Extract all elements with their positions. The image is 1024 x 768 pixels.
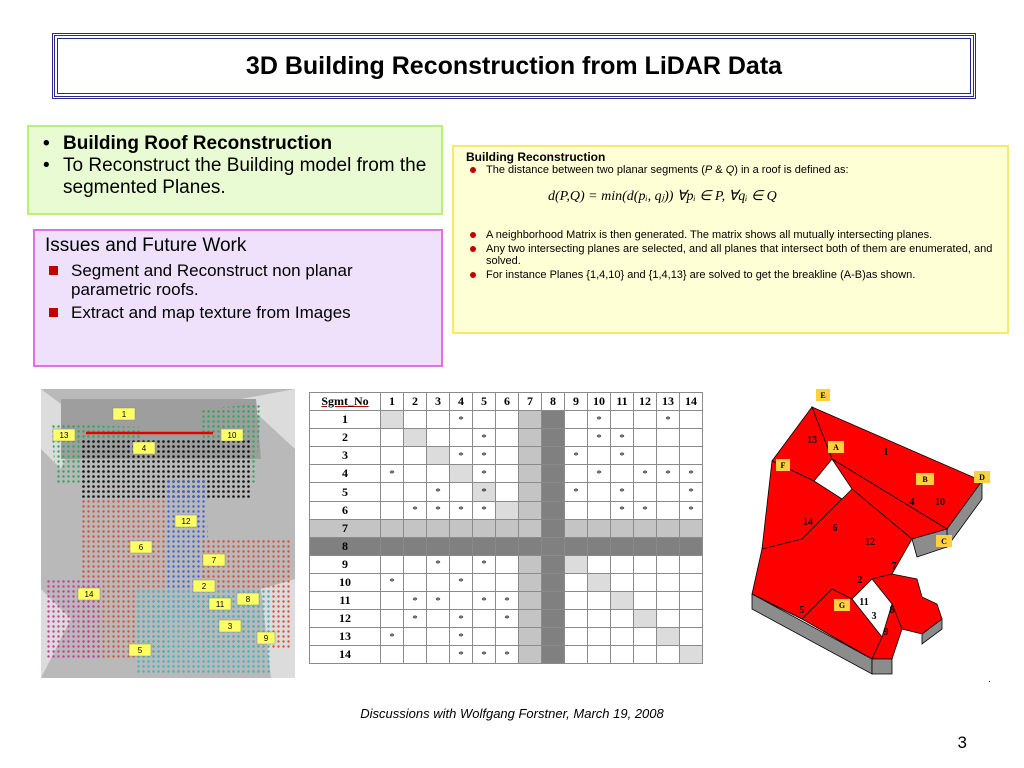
matrix-cell xyxy=(404,537,427,555)
matrix-cell: * xyxy=(611,501,634,519)
matrix-cell xyxy=(519,411,542,429)
footer-note: Discussions with Wolfgang Forstner, March 19, 2008 xyxy=(360,706,664,721)
matrix-cell xyxy=(542,447,565,465)
matrix-cell xyxy=(404,573,427,591)
matrix-cell xyxy=(565,537,588,555)
matrix-cell xyxy=(634,537,657,555)
matrix-cell: * xyxy=(427,555,450,573)
plane-label: 2 xyxy=(857,575,863,586)
matrix-cell xyxy=(519,592,542,610)
matrix-cell: * xyxy=(565,447,588,465)
segment-label: 6 xyxy=(138,543,144,552)
matrix-cell xyxy=(588,555,611,573)
matrix-cell: * xyxy=(496,592,519,610)
matrix-cell xyxy=(611,646,634,664)
matrix-cell xyxy=(565,411,588,429)
matrix-cell xyxy=(381,411,404,429)
matrix-cell xyxy=(680,537,703,555)
matrix-cell xyxy=(404,465,427,483)
segment-label: 12 xyxy=(181,517,191,526)
matrix-row-header: 7 xyxy=(310,519,381,537)
matrix-cell: * xyxy=(473,555,496,573)
matrix-cell: * xyxy=(565,483,588,501)
matrix-cell xyxy=(519,501,542,519)
plane-label: 11 xyxy=(859,597,869,608)
matrix-cell xyxy=(381,646,404,664)
vertex-label: C xyxy=(941,537,947,546)
matrix-cell xyxy=(450,519,473,537)
matrix-cell xyxy=(404,555,427,573)
matrix-cell xyxy=(657,519,680,537)
matrix-cell xyxy=(496,573,519,591)
plane-label: 14 xyxy=(803,517,813,528)
matrix-cell xyxy=(427,646,450,664)
matrix-cell xyxy=(404,429,427,447)
reconstruction-item: The distance between two planar segments (P & Q) in a roof is defined as: xyxy=(464,164,997,176)
segment-label: 2 xyxy=(201,582,207,591)
matrix-cell: * xyxy=(427,592,450,610)
matrix-cell xyxy=(519,610,542,628)
summary-item: • To Reconstruct the Building model from the segmented Planes. xyxy=(39,155,431,199)
matrix-cell xyxy=(542,610,565,628)
matrix-row-header: 13 xyxy=(310,628,381,646)
matrix-cell: * xyxy=(634,501,657,519)
matrix-cell: * xyxy=(427,501,450,519)
matrix-cell xyxy=(588,447,611,465)
matrix-cell: * xyxy=(450,573,473,591)
matrix-cell: * xyxy=(473,592,496,610)
matrix-cell: * xyxy=(473,447,496,465)
plane-label: 9 xyxy=(883,627,889,638)
segment-label: 10 xyxy=(227,431,237,440)
matrix-cell xyxy=(496,519,519,537)
matrix-cell xyxy=(611,411,634,429)
matrix-row xyxy=(310,447,703,465)
matrix-cell xyxy=(588,646,611,664)
vertex-label: F xyxy=(780,461,786,470)
matrix-cell xyxy=(427,465,450,483)
matrix-row xyxy=(310,592,703,610)
segment-label: 11 xyxy=(215,600,225,609)
matrix-cell xyxy=(565,429,588,447)
plane-label: 10 xyxy=(935,497,945,508)
matrix-cell: * xyxy=(381,465,404,483)
neighborhood-matrix xyxy=(309,392,703,664)
matrix-cell: * xyxy=(450,628,473,646)
plane-label: 13 xyxy=(807,435,817,446)
matrix-cell xyxy=(680,592,703,610)
matrix-cell xyxy=(450,465,473,483)
matrix-cell xyxy=(519,555,542,573)
matrix-column-header: 11 xyxy=(611,393,634,411)
matrix-column-header: 13 xyxy=(657,393,680,411)
matrix-cell xyxy=(565,501,588,519)
summary-item: • Building Roof Reconstruction xyxy=(39,133,431,155)
matrix-cell: * xyxy=(450,447,473,465)
matrix-cell xyxy=(634,447,657,465)
matrix-column-header: 5 xyxy=(473,393,496,411)
matrix-cell xyxy=(680,555,703,573)
matrix-cell xyxy=(542,555,565,573)
matrix-cell: * xyxy=(404,592,427,610)
matrix-cell xyxy=(634,483,657,501)
matrix-row-header: 12 xyxy=(310,610,381,628)
matrix-cell: * xyxy=(427,483,450,501)
matrix-cell xyxy=(381,429,404,447)
matrix-cell xyxy=(565,519,588,537)
matrix-cell: * xyxy=(450,610,473,628)
matrix-cell xyxy=(450,429,473,447)
matrix-cell: * xyxy=(381,573,404,591)
matrix-cell xyxy=(611,628,634,646)
matrix-cell: * xyxy=(473,483,496,501)
matrix-cell xyxy=(519,483,542,501)
matrix-cell xyxy=(542,429,565,447)
matrix-cell xyxy=(611,519,634,537)
matrix-cell xyxy=(381,610,404,628)
matrix-cell xyxy=(588,519,611,537)
matrix-column-header: 6 xyxy=(496,393,519,411)
matrix-cell: * xyxy=(611,429,634,447)
matrix-row-header: 8 xyxy=(310,537,381,555)
matrix-row xyxy=(310,483,703,501)
matrix-cell xyxy=(657,646,680,664)
matrix-cell xyxy=(680,573,703,591)
matrix-cell: * xyxy=(657,465,680,483)
matrix-cell xyxy=(427,628,450,646)
reconstruction-item: Any two intersecting planes are selected, and all planes that intersect both of them are enumerated, and solved. xyxy=(464,243,997,267)
matrix-cell: * xyxy=(496,646,519,664)
matrix-cell xyxy=(381,501,404,519)
matrix-cell: * xyxy=(404,610,427,628)
matrix-column-header: 12 xyxy=(634,393,657,411)
matrix-cell xyxy=(611,592,634,610)
matrix-cell: * xyxy=(473,501,496,519)
issues-item: Extract and map texture from Images xyxy=(45,303,431,322)
matrix-cell: * xyxy=(496,610,519,628)
matrix-cell xyxy=(542,519,565,537)
matrix-cell xyxy=(404,483,427,501)
matrix-cell xyxy=(565,628,588,646)
matrix-cell xyxy=(519,447,542,465)
plane-label: 6 xyxy=(832,523,838,534)
summary-box xyxy=(27,125,443,215)
vertex-label: A xyxy=(833,443,839,452)
matrix-cell xyxy=(404,628,427,646)
segment-label: 8 xyxy=(245,595,251,604)
matrix-cell xyxy=(473,573,496,591)
matrix-cell xyxy=(588,501,611,519)
matrix-row xyxy=(310,501,703,519)
matrix-column-header: 3 xyxy=(427,393,450,411)
matrix-cell xyxy=(611,537,634,555)
matrix-cell xyxy=(657,592,680,610)
matrix-cell xyxy=(427,519,450,537)
matrix-cell xyxy=(450,537,473,555)
matrix-cell xyxy=(381,537,404,555)
matrix-cell xyxy=(542,592,565,610)
matrix-cell: * xyxy=(588,411,611,429)
segment-label: 7 xyxy=(211,556,217,565)
matrix-cell xyxy=(496,555,519,573)
matrix-cell xyxy=(542,537,565,555)
matrix-row-header: 5 xyxy=(310,483,381,501)
matrix-cell xyxy=(657,628,680,646)
matrix-row xyxy=(310,465,703,483)
matrix-cell xyxy=(450,555,473,573)
plane-label: 12 xyxy=(865,537,875,548)
segment-label: 4 xyxy=(141,444,147,453)
matrix-cell xyxy=(450,483,473,501)
matrix-cell xyxy=(404,411,427,429)
matrix-cell xyxy=(657,429,680,447)
matrix-column-header: 7 xyxy=(519,393,542,411)
matrix-cell xyxy=(542,501,565,519)
matrix-cell xyxy=(634,646,657,664)
matrix-cell xyxy=(473,537,496,555)
matrix-column-header: 1 xyxy=(381,393,404,411)
matrix-cell: * xyxy=(381,628,404,646)
slide-title: 3D Building Reconstruction from LiDAR Data xyxy=(245,51,783,80)
matrix-row xyxy=(310,573,703,591)
matrix-cell xyxy=(634,628,657,646)
matrix-cell xyxy=(473,628,496,646)
matrix-row xyxy=(310,537,703,555)
matrix-cell xyxy=(657,537,680,555)
matrix-cell: * xyxy=(450,646,473,664)
segment-label: 1 xyxy=(121,410,127,419)
matrix-cell xyxy=(496,537,519,555)
segment-label: 14 xyxy=(84,590,94,599)
matrix-cell: * xyxy=(450,411,473,429)
matrix-cell xyxy=(565,646,588,664)
matrix-cell xyxy=(427,573,450,591)
issues-box xyxy=(33,229,443,367)
matrix-cell xyxy=(634,411,657,429)
matrix-row-header: 4 xyxy=(310,465,381,483)
matrix-cell xyxy=(473,610,496,628)
matrix-cell xyxy=(565,573,588,591)
matrix-cell xyxy=(657,483,680,501)
matrix-cell xyxy=(680,646,703,664)
matrix-cell: * xyxy=(450,501,473,519)
matrix-cell xyxy=(427,447,450,465)
matrix-cell: * xyxy=(404,501,427,519)
matrix-column-header: 10 xyxy=(588,393,611,411)
page-number: 3 xyxy=(957,733,967,752)
plane-label: 8 xyxy=(889,605,895,616)
matrix-corner-header: Sgmt_No xyxy=(310,393,381,411)
vertex-label: B xyxy=(922,475,928,484)
matrix-cell: * xyxy=(611,447,634,465)
matrix-cell xyxy=(542,483,565,501)
point-cloud-image xyxy=(41,389,295,678)
matrix-row xyxy=(310,411,703,429)
matrix-cell xyxy=(427,411,450,429)
matrix-cell xyxy=(473,519,496,537)
segment-label: 3 xyxy=(227,622,233,631)
matrix-cell xyxy=(588,628,611,646)
matrix-row-header: 3 xyxy=(310,447,381,465)
matrix-cell xyxy=(381,447,404,465)
segment-label: 5 xyxy=(137,646,143,655)
matrix-cell xyxy=(427,429,450,447)
matrix-cell xyxy=(680,519,703,537)
matrix-cell xyxy=(381,483,404,501)
matrix-cell xyxy=(519,429,542,447)
plane-label: 1 xyxy=(883,447,889,458)
matrix-row xyxy=(310,610,703,628)
segment-label: 13 xyxy=(59,431,69,440)
matrix-cell xyxy=(680,429,703,447)
matrix-cell xyxy=(611,465,634,483)
matrix-cell xyxy=(496,465,519,483)
matrix-cell xyxy=(519,537,542,555)
matrix-cell xyxy=(565,465,588,483)
matrix-cell xyxy=(519,465,542,483)
matrix-column-header: 8 xyxy=(542,393,565,411)
matrix-cell xyxy=(519,519,542,537)
distance-formula: d(P,Q) = min(d(pᵢ, qⱼ)) ∀pᵢ ∈ P, ∀qᵢ ∈ Q xyxy=(548,189,777,204)
matrix-row xyxy=(310,429,703,447)
matrix-cell xyxy=(657,573,680,591)
segment-label: 9 xyxy=(263,634,269,643)
matrix-cell xyxy=(404,447,427,465)
matrix-cell xyxy=(565,610,588,628)
matrix-cell: * xyxy=(680,465,703,483)
matrix-cell xyxy=(496,447,519,465)
matrix-cell xyxy=(634,573,657,591)
reconstruction-item: A neighborhood Matrix is then generated. The matrix shows all mutually intersecting planes. xyxy=(464,229,997,241)
matrix-cell xyxy=(680,447,703,465)
matrix-cell: * xyxy=(473,429,496,447)
matrix-cell: * xyxy=(680,483,703,501)
matrix-cell xyxy=(657,447,680,465)
plane-label: 7 xyxy=(891,561,897,572)
matrix-cell xyxy=(542,628,565,646)
matrix-cell xyxy=(565,555,588,573)
matrix-cell xyxy=(680,411,703,429)
matrix-cell xyxy=(680,628,703,646)
matrix-cell xyxy=(542,465,565,483)
matrix-cell xyxy=(404,519,427,537)
matrix-cell xyxy=(611,573,634,591)
matrix-cell xyxy=(588,483,611,501)
matrix-cell xyxy=(381,519,404,537)
matrix-cell: * xyxy=(588,465,611,483)
matrix-cell xyxy=(542,646,565,664)
matrix-column-header: 2 xyxy=(404,393,427,411)
matrix-cell xyxy=(588,573,611,591)
matrix-cell xyxy=(588,537,611,555)
matrix-row-header: 1 xyxy=(310,411,381,429)
matrix-row-header: 2 xyxy=(310,429,381,447)
matrix-cell: * xyxy=(657,411,680,429)
plane-label: 5 xyxy=(799,605,805,616)
matrix-cell xyxy=(634,610,657,628)
matrix-cell: * xyxy=(611,483,634,501)
matrix-row-header: 6 xyxy=(310,501,381,519)
matrix-cell xyxy=(496,483,519,501)
matrix-cell xyxy=(542,573,565,591)
matrix-cell xyxy=(496,628,519,646)
matrix-cell xyxy=(496,429,519,447)
matrix-cell: * xyxy=(588,429,611,447)
matrix-row-header: 14 xyxy=(310,646,381,664)
matrix-cell xyxy=(588,592,611,610)
matrix-cell xyxy=(680,610,703,628)
matrix-cell xyxy=(565,592,588,610)
matrix-column-header: 14 xyxy=(680,393,703,411)
plane-label: 3 xyxy=(871,611,877,622)
roof-model-image xyxy=(742,389,1000,679)
matrix-cell xyxy=(634,555,657,573)
matrix-column-header: 9 xyxy=(565,393,588,411)
matrix-cell xyxy=(519,573,542,591)
vertex-label: D xyxy=(979,473,985,482)
matrix-cell: * xyxy=(473,646,496,664)
vertex-label: G xyxy=(838,601,846,610)
matrix-cell xyxy=(427,610,450,628)
issues-heading: Issues and Future Work xyxy=(45,235,247,256)
reconstruction-item: For instance Planes {1,4,10} and {1,4,13} are solved to get the breakline (A-B)as shown. xyxy=(464,269,997,281)
plane-label: 4 xyxy=(909,497,915,508)
matrix-cell xyxy=(381,555,404,573)
matrix-column-header: 4 xyxy=(450,393,473,411)
matrix-cell xyxy=(427,537,450,555)
matrix-cell xyxy=(519,628,542,646)
matrix-row xyxy=(310,628,703,646)
vertex-label: E xyxy=(820,391,826,400)
matrix-row xyxy=(310,555,703,573)
matrix-cell xyxy=(473,411,496,429)
matrix-cell xyxy=(657,501,680,519)
matrix-cell xyxy=(519,646,542,664)
matrix-cell xyxy=(634,592,657,610)
matrix-cell xyxy=(496,411,519,429)
matrix-cell xyxy=(611,610,634,628)
matrix-row-header: 10 xyxy=(310,573,381,591)
matrix-cell xyxy=(496,501,519,519)
matrix-cell xyxy=(404,646,427,664)
matrix-cell xyxy=(381,592,404,610)
matrix-cell xyxy=(588,610,611,628)
matrix-cell xyxy=(611,555,634,573)
matrix-row-header: 9 xyxy=(310,555,381,573)
matrix-row-header: 11 xyxy=(310,592,381,610)
matrix-cell xyxy=(657,555,680,573)
issues-item: Segment and Reconstruct non planar parametric roofs. xyxy=(45,261,431,299)
matrix-row xyxy=(310,646,703,664)
title-box xyxy=(52,33,976,99)
matrix-cell xyxy=(450,592,473,610)
matrix-cell: * xyxy=(680,501,703,519)
matrix-cell: * xyxy=(473,465,496,483)
matrix-row xyxy=(310,519,703,537)
matrix-cell xyxy=(542,411,565,429)
reconstruction-box xyxy=(452,145,1009,334)
matrix-cell xyxy=(634,519,657,537)
reconstruction-heading: Building Reconstruction xyxy=(466,150,606,164)
matrix-cell xyxy=(657,610,680,628)
matrix-cell xyxy=(634,429,657,447)
matrix-cell: * xyxy=(634,465,657,483)
